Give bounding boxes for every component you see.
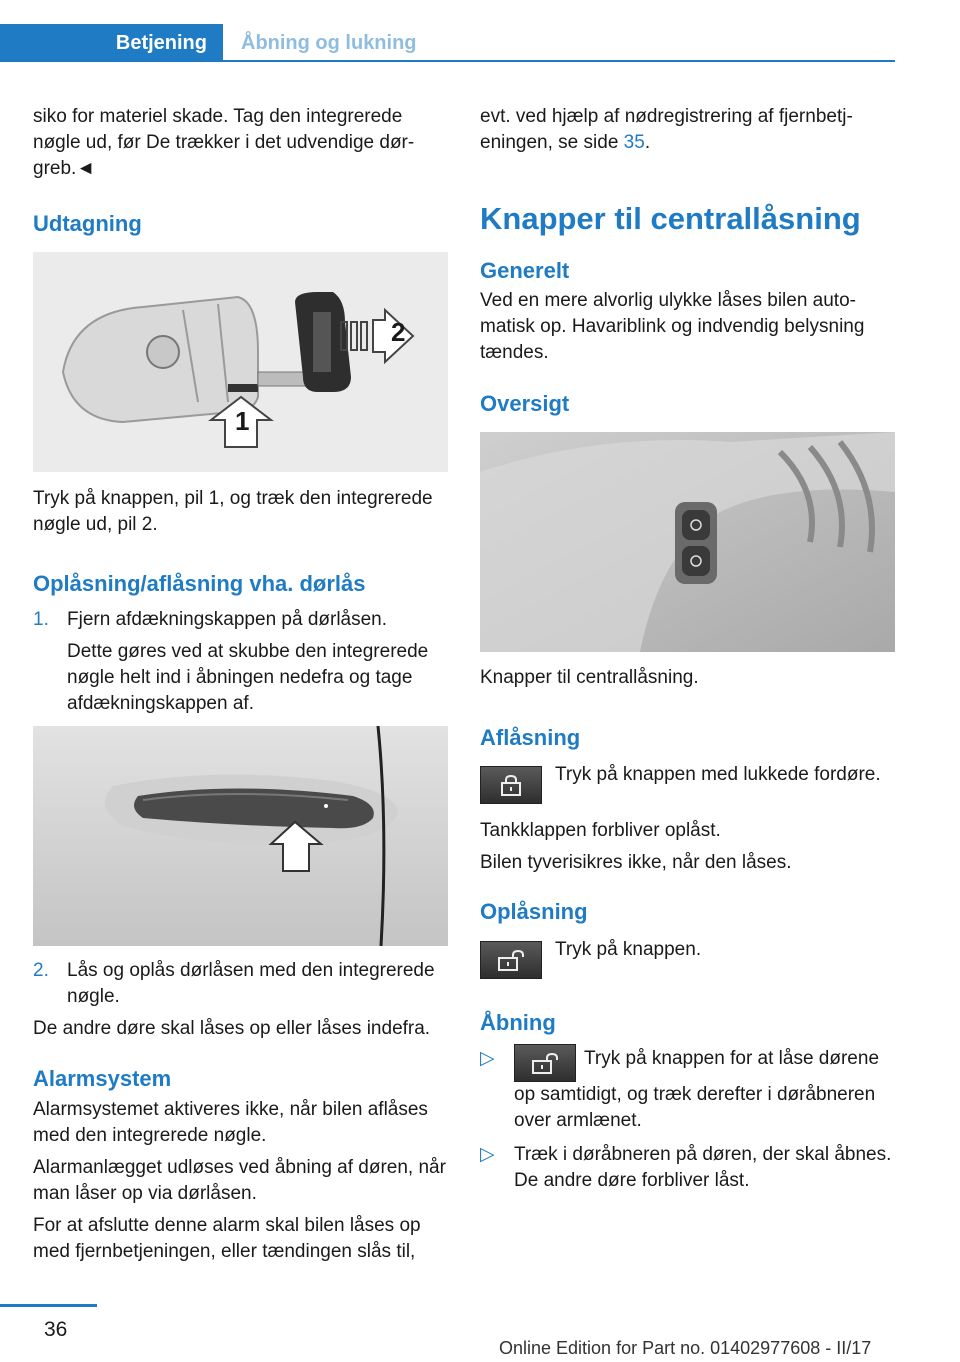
heading-aflasning: Aflåsning (480, 725, 581, 750)
door-handle-illustration (33, 726, 448, 946)
list-item (33, 958, 448, 1010)
continuation-end: . (644, 132, 651, 153)
caption-key-wrap (33, 486, 448, 538)
tab-betjening[interactable]: Betjening (0, 24, 223, 62)
unlock-button-image-inline (514, 1044, 576, 1082)
generelt-section (480, 288, 895, 366)
footer-divider (0, 1304, 97, 1307)
page-link[interactable]: 35 (623, 132, 645, 153)
key-illustration (33, 252, 448, 472)
page-number: 36 (44, 1318, 68, 1341)
central-locking-buttons-photo (480, 432, 895, 652)
generelt-text: Ved en mere alvorlig ulykke låses bilen automatisk op. Havariblink og indvendig belysning tændes. (480, 290, 865, 363)
steps-list-1 (33, 607, 448, 717)
continuation-text (480, 104, 895, 156)
aflasning-text: Tryk på knappen med lukkede fordøre. (555, 764, 881, 785)
left-column (33, 104, 448, 182)
heading-oplasning-dorlas: Oplåsning/aflåsning vha. dørlås (33, 571, 366, 596)
abning-item-text (514, 1046, 895, 1134)
bullet-icon: ▷ (480, 1048, 495, 1069)
intro-text: siko for materiel skade. Tag den integrerede nøgle ud, før De trækker i det udvendige dørgreb.◄ (33, 106, 415, 179)
caption-buttons-wrap (480, 665, 895, 691)
step-text: Fjern afdækningskappen på dørlåsen. (67, 609, 388, 630)
heading-oplasning: Oplåsning (480, 899, 588, 924)
heading-udtagning: Udtagning (33, 211, 142, 236)
steps-list-2 (33, 958, 448, 1042)
oplasning-text: Tryk på knappen. (555, 939, 702, 960)
right-column-intro (480, 104, 895, 156)
lock-button-image (480, 766, 542, 804)
lock-open-icon (497, 949, 525, 971)
abning-text-1: Tryk på knappen for at låse dørene op samtidigt, og træk derefter i døråbneren over armlænet. (514, 1048, 880, 1131)
alarm-paragraph: Alarmsystemet aktiveres ikke, når bilen aflåses med den integrerede nøgle. (33, 1099, 428, 1146)
heading-generelt: Generelt (480, 258, 570, 283)
tyveri-text: Bilen tyverisikres ikke, når den låses. (480, 852, 792, 873)
list-item (480, 1142, 895, 1194)
header-divider (223, 60, 895, 62)
step-text: Lås og oplås dørlåsen med den integrerede nøgle. (67, 960, 435, 1007)
step-detail: Dette gøres ved at skubbe den integrerede nøgle helt ind i åbningen nedefra og tage afdækningskappen af. (67, 641, 429, 714)
heading-abning: Åbning (480, 1010, 556, 1035)
abning-list (480, 1046, 895, 1194)
tank-text: Tankklappen forbliver oplåst. (480, 820, 721, 841)
caption-key: Tryk på knappen, pil 1, og træk den integrerede nøgle ud, pil 2. (33, 488, 433, 535)
step-number: 2. (33, 960, 49, 981)
lock-closed-icon (498, 774, 524, 796)
continuation-span: evt. ved hjælp af nødregistrering af fjernbetjeningen, se side (480, 106, 853, 153)
aflasning-notes (480, 818, 895, 876)
list-item (480, 1046, 895, 1134)
key-label-2: 2 (391, 317, 406, 347)
other-doors-text: De andre døre skal låses op eller låses indefra. (33, 1018, 431, 1039)
key-label-1: 1 (235, 406, 250, 436)
lock-open-icon (531, 1052, 559, 1074)
bullet-icon: ▷ (480, 1144, 495, 1165)
unlock-button-image (480, 941, 542, 979)
heading-oversigt: Oversigt (480, 391, 570, 416)
alarm-section (33, 1097, 448, 1265)
abning-text-2: Træk i døråbneren på døren, der skal åbnes. De andre døre forbliver låst. (514, 1144, 892, 1191)
caption-buttons: Knapper til centrallåsning. (480, 667, 699, 688)
edition-text: Online Edition for Part no. 01402977608 - II/17 (499, 1338, 872, 1358)
alarm-paragraph: Alarmanlægget udløses ved åbning af døren, når man låser op via dørlåsen. (33, 1157, 446, 1204)
heading-alarmsystem: Alarmsystem (33, 1066, 172, 1091)
alarm-paragraph: For at afslutte denne alarm skal bilen låses op med fjernbetjeningen, eller tændingen slås til, (33, 1215, 421, 1262)
heading-knapper-centrallasning: Knapper til centrallåsning (480, 201, 861, 236)
list-item (33, 607, 448, 717)
step-number: 1. (33, 609, 49, 630)
tab-abning-og-lukning[interactable]: Åbning og lukning (241, 32, 417, 54)
